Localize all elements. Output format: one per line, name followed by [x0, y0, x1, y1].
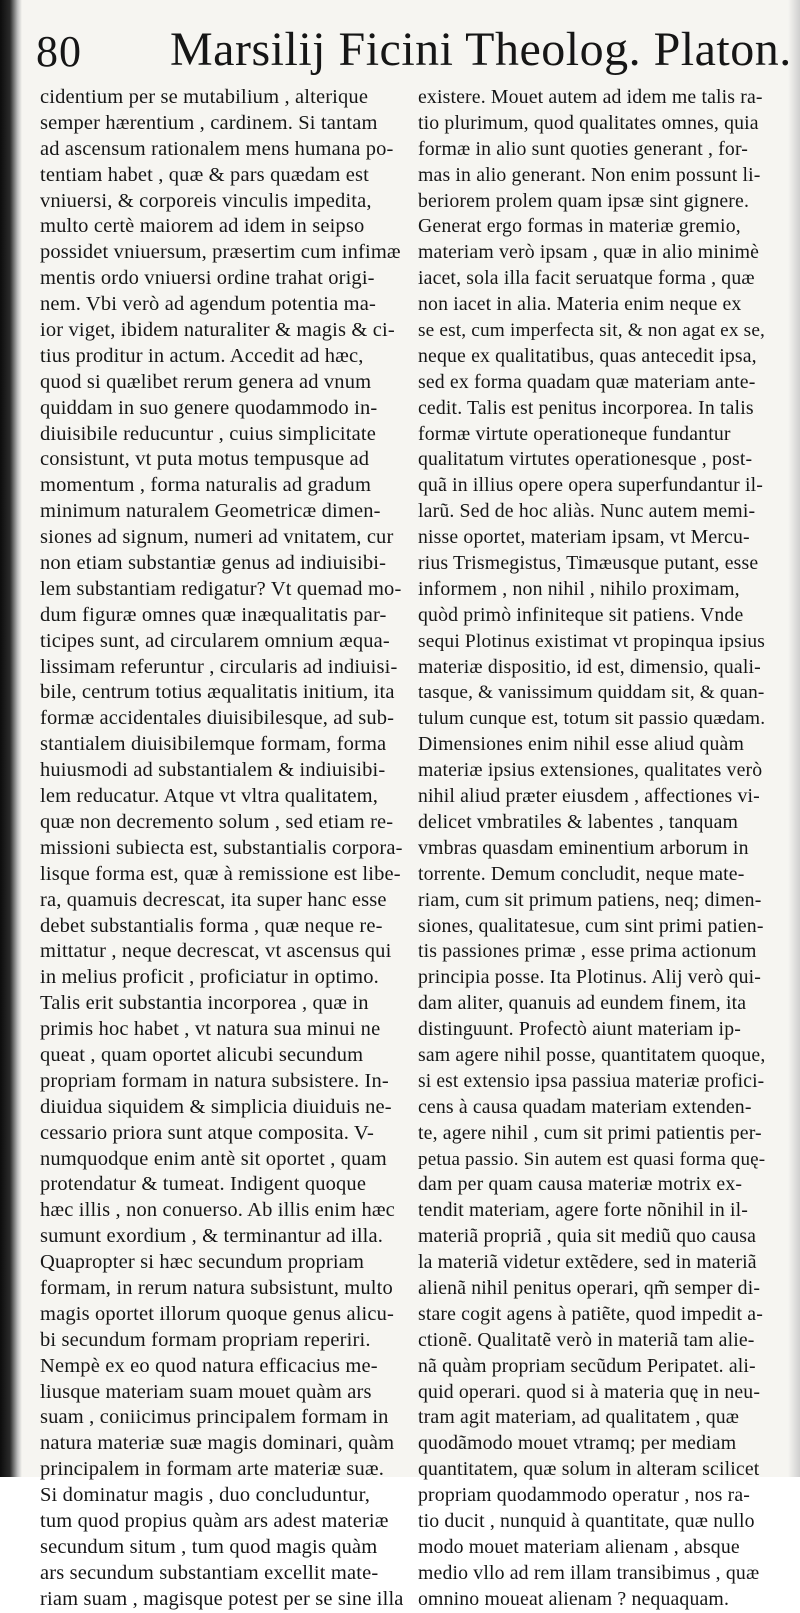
text-line: tius proditur in actum. Accedit ad hæc,: [40, 344, 364, 367]
text-line: bi secundum formam propriam reperiri.: [40, 1328, 371, 1351]
text-line: magis oportet illorum quoque genus alicu-: [40, 1302, 395, 1325]
text-line: modo mouet materiam alienam , absque: [418, 1535, 740, 1558]
text-line: debet substantialis forma , quæ neque re-: [40, 914, 383, 937]
text-line: quod si quælibet rerum genera ad vnum: [40, 370, 372, 393]
text-line: tio plurimum, quod qualitates omnes, quia: [418, 111, 759, 134]
text-line: distinguunt. Profectò aiunt materiam ip-: [418, 1018, 741, 1041]
text-line: bile, centrum totius æqualitatis initium, ita: [40, 681, 395, 704]
text-line: mas in alio generant. Non enim possunt li-: [418, 163, 761, 186]
text-line: nisse oportet, materiam ipsam, vt Mercu-: [418, 526, 750, 549]
text-line: natura materiæ suæ magis dominari, quàm: [40, 1432, 395, 1455]
text-line: informem , non nihil , nihilo proximam,: [418, 577, 740, 600]
text-line: numquodque enim antè sit oportet , quam: [40, 1147, 387, 1170]
text-line: delicet vmbratiles & labentes , tanquam: [418, 810, 739, 833]
text-line: quã in illius opere opera superfundantur il-: [418, 474, 763, 497]
text-line: liusque materiam suam mouet quàm ars: [40, 1380, 372, 1403]
text-line: alienã nihil penitus operari, qm̃ semper di-: [418, 1276, 761, 1299]
text-line: nã quàm propriam secũdum Peripatet. ali-: [418, 1354, 756, 1377]
text-line: missioni subiecta est, substantialis corpora-: [40, 836, 403, 859]
text-line: quæ non decremento solum , sed etiam re-: [40, 810, 394, 833]
text-line: neque ex qualitatibus, quas antecedit ipsa,: [418, 344, 757, 367]
text-line: lem reducatur. Atque vt vltra qualitatem,: [40, 785, 379, 808]
text-line: Si dominatur magis , duo concluduntur,: [40, 1484, 370, 1507]
text-line: tio ducit , nunquid à quantitate, quæ nullo: [418, 1509, 755, 1532]
text-line: riam, cum sit primum patiens, neq; dimen-: [418, 888, 762, 911]
text-line: ad ascensum rationalem mens humana po-: [40, 137, 394, 160]
text-line: si est extensio ipsa passiua materiæ profici-: [418, 1070, 765, 1092]
text-line: se est, cum imperfecta sit, & non agat ex se,: [418, 320, 766, 342]
text-line: tentiam habet , quæ & pars quædam est: [40, 163, 369, 186]
text-line: semper hærentium , cardinem. Si tantam: [40, 111, 378, 134]
text-line: torrente. Demum concludit, neque mate-: [418, 862, 745, 885]
text-line: Talis erit substantia incorporea , quæ in: [40, 992, 369, 1015]
text-line: cedit. Talis est penitus incorporea. In talis: [418, 396, 754, 419]
text-line: ticipes sunt, ad circularem omnium æqua-: [40, 629, 390, 652]
text-line: tis passiones primæ , esse prima actionum: [418, 940, 757, 963]
text-line: tulum cunque est, totum sit passio quædam.: [418, 708, 766, 730]
text-line: omnino moueat alienam ? nequaquam.: [418, 1587, 730, 1610]
text-line: medio vllo ad rem illam transibimus , quæ: [418, 1561, 760, 1584]
text-line: dam per quam causa materiæ motrix ex-: [418, 1173, 743, 1196]
text-line: nihil aliud præter eiusdem , affectiones vi-: [418, 785, 760, 808]
text-line: iacet, sola illa facit seruatque forma , quæ: [418, 267, 755, 290]
text-line: consistunt, vt puta motus tempusque ad: [40, 448, 370, 471]
text-line: stantialem diuisibilemque formam, forma: [40, 733, 387, 756]
page-header: [0, 22, 800, 82]
text-line: formæ in alio sunt quoties generant , for-: [418, 137, 749, 160]
text-line: principalem in formam arte materiæ suæ.: [40, 1458, 384, 1481]
text-line: siones, qualitatesue, cum sint primi patien-: [418, 914, 764, 937]
text-line: suam , coniicimus principalem formam in: [40, 1406, 389, 1429]
text-line: Quapropter si hæc secundum propriam: [40, 1251, 365, 1274]
text-line: lem substantiam redigatur? Vt quemad mo-: [40, 577, 402, 600]
text-line: materiã propriã , quia sit mediũ quo causa: [418, 1225, 757, 1248]
text-line: protendatur & tumeat. Indigent quoque: [40, 1173, 367, 1196]
text-line: lisque forma est, quæ à remissione est libe-: [40, 862, 401, 885]
text-line: diuidua siquidem & simplicia diuiduis ne-: [40, 1095, 392, 1118]
text-line: qualitatum virtutes operationesque , post-: [418, 448, 753, 471]
text-line: quantitatem, quæ solum in alteram scilicet: [418, 1458, 760, 1481]
text-line: larũ. Sed de hoc aliàs. Nunc autem memi-: [418, 500, 756, 523]
text-line: non iacet in alia. Materia enim neque ex: [418, 293, 742, 316]
text-line: materiæ dispositio, id est, dimensio, quali-: [418, 655, 761, 678]
text-line: riam suam , magisque potest per se sine illa: [40, 1587, 404, 1610]
text-line: sam agere nihil posse, quantitatem quoque,: [418, 1043, 766, 1066]
text-line: quòd primò infiniteque sit patiens. Vnde: [418, 603, 744, 626]
text-line: multo certè maiorem ad idem in seipso: [40, 215, 365, 238]
text-line: sed ex forma quadam quæ materiam ante-: [418, 370, 756, 393]
text-line: Dimensiones enim nihil esse aliud quàm: [418, 733, 744, 756]
text-line: materiæ ipsius extensiones, qualitates verò: [418, 759, 763, 782]
text-line: quiddam in suo genere quodammodo in-: [40, 396, 378, 419]
text-line: principia posse. Ita Plotinus. Alij verò qui-: [418, 966, 761, 989]
text-line: formæ virtute operationeque fundantur: [418, 422, 731, 445]
right-column: [418, 85, 768, 1610]
text-line: mittatur , neque decrescat, vt ascensus qui: [40, 940, 392, 963]
page-gutter-shadow: [0, 0, 22, 1477]
text-line: formæ accidentales diuisibilesque, ad sub-: [40, 707, 395, 730]
text-line: sequi Plotinus existimat vt propinqua ipsius: [418, 630, 766, 652]
text-line: vmbras quasdam eminentium arborum in: [418, 836, 749, 859]
text-line: cidentium per se mutabilium , alterique: [40, 86, 369, 108]
text-line: formam, in rerum natura subsistunt, multo: [40, 1276, 393, 1299]
text-line: huiusmodi ad substantialem & indiuisibi-: [40, 759, 386, 782]
text-line: dam aliter, quanuis ad eundem finem, ita: [418, 992, 747, 1015]
text-line: Generat ergo formas in materiæ gremio,: [418, 215, 741, 238]
text-line: ra, quamuis decrescat, ita super hanc esse: [40, 888, 387, 911]
text-line: hæc illis , non conuerso. Ab illis enim hæc: [40, 1199, 395, 1222]
text-line: cessario priora sunt atque composita. V-: [40, 1121, 374, 1144]
text-line: petua passio. Sin autem est quasi forma quę-: [418, 1148, 766, 1170]
text-line: possidet vniuersum, præsertim cum infimæ: [40, 241, 401, 264]
text-line: in melius proficit , proficiatur in optimo.: [40, 966, 379, 989]
page-number: 80: [36, 27, 82, 76]
text-line: non etiam substantiæ genus ad indiuisibi-: [40, 552, 387, 575]
text-line: sumunt exordium , & terminantur ad illa.: [40, 1225, 384, 1248]
text-line: te, agere nihil , cum sit primi patientis per-: [418, 1121, 762, 1144]
text-line: stare cogit agens à patiẽte, quod impedit a-: [418, 1302, 763, 1325]
text-line: minimum naturalem Geometricæ dimen-: [40, 500, 381, 523]
text-line: propriam formam in natura subsistere. In-: [40, 1069, 389, 1092]
text-line: cens à causa quadam materiam extenden-: [418, 1095, 752, 1118]
text-line: tum quod propius quàm ars adest materiæ: [40, 1509, 389, 1532]
text-line: vniuersi, & corporeis vinculis impedita,: [40, 189, 372, 212]
text-line: la materiã videtur extẽdere, sed in materiã: [418, 1251, 757, 1274]
text-line: rius Trismegistus, Timæusque putant, esse: [418, 552, 759, 575]
text-line: tasque, & vanissimum quiddam sit, & quan-: [418, 682, 765, 704]
text-line: mentis ordo vniuersi ordine trahat origi-: [40, 267, 375, 290]
text-line: momentum , forma naturalis ad gradum: [40, 474, 372, 497]
text-line: quodãmodo mouet vtramq; per mediam: [418, 1432, 737, 1455]
text-line: ior viget, ibidem naturaliter & magis & ci-: [40, 319, 395, 342]
text-line: materiam verò ipsam , quæ in alio minimè: [418, 241, 760, 264]
text-line: queat , quam oportet alicubi secundum: [40, 1043, 364, 1066]
text-line: existere. Mouet autem ad idem me talis ra-: [418, 86, 763, 108]
text-line: tram agit materiam, ad qualitatem , quæ: [418, 1406, 740, 1429]
running-title: Marsilij Ficini Theolog. Platon.: [170, 23, 792, 76]
text-line: quid operari. quod si à materia quę in neu-: [418, 1380, 761, 1403]
left-column: [40, 85, 412, 1610]
text-line: lissimam referuntur , circularis ad indiuisi-: [40, 655, 398, 678]
text-line: ctionẽ. Qualitatẽ verò in materiã tam alie-: [418, 1328, 755, 1351]
text-line: dum figuræ omnes quæ inæqualitatis par-: [40, 603, 387, 626]
text-line: primis hoc habet , vt natura sua minui ne: [40, 1018, 381, 1041]
text-line: propriam quodammodo operatur , nos ra-: [418, 1484, 751, 1507]
text-line: Nempè ex eo quod natura efficacius me-: [40, 1354, 378, 1377]
text-line: nem. Vbi verò ad agendum potentia ma-: [40, 293, 376, 316]
text-line: diuisibile reducuntur , cuius simplicitate: [40, 422, 376, 445]
page-edge: [788, 0, 800, 1477]
text-line: secundum situm , tum quod magis quàm: [40, 1535, 378, 1558]
text-line: beriorem prolem quam ipsæ sint gignere.: [418, 189, 750, 212]
text-line: tendit materiam, agere forte nõnihil in il-: [418, 1199, 748, 1222]
text-line: ars secundum substantiam excellit mate-: [40, 1561, 379, 1584]
text-line: siones ad signum, numeri ad vnitatem, cur: [40, 526, 394, 549]
